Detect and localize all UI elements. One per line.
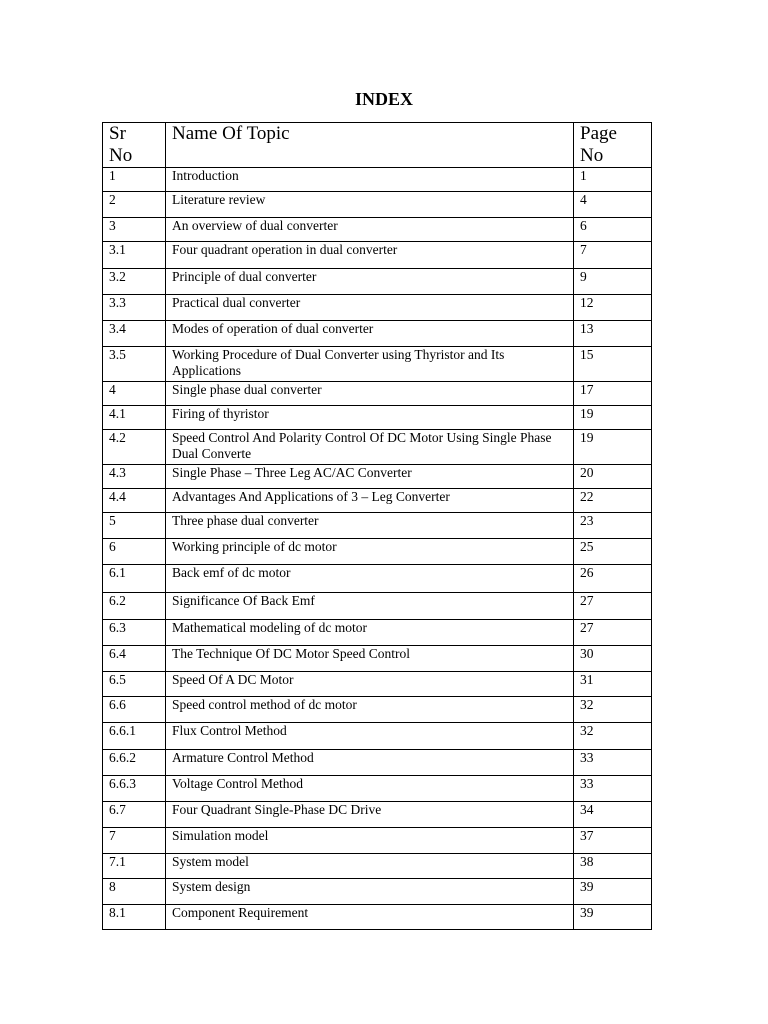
- row-topic: Voltage Control Method: [166, 776, 574, 802]
- row-sr-no: 4.2: [103, 430, 166, 465]
- row-sr-no: 1: [103, 168, 166, 192]
- row-sr-no: 3.1: [103, 242, 166, 269]
- row-sr-no: 6.7: [103, 802, 166, 828]
- table-row: [103, 828, 652, 854]
- row-sr-no: 6.6: [103, 697, 166, 723]
- row-page-no: 33: [574, 750, 652, 776]
- row-page-no: 39: [574, 879, 652, 905]
- row-topic: Literature review: [166, 192, 574, 218]
- row-topic: Significance Of Back Emf: [166, 593, 574, 620]
- table-row: [103, 489, 652, 513]
- row-page-no: 27: [574, 593, 652, 620]
- header-sr-line1: Sr: [109, 123, 126, 144]
- row-sr-no: 7: [103, 828, 166, 854]
- row-page-no: 31: [574, 672, 652, 697]
- table-row: [103, 750, 652, 776]
- row-page-no: 1: [574, 168, 652, 192]
- table-row: [103, 382, 652, 406]
- row-page-no: 22: [574, 489, 652, 513]
- row-page-no: 39: [574, 905, 652, 930]
- page-title: INDEX: [354, 89, 413, 109]
- table-row: [103, 242, 652, 269]
- row-sr-no: 6.3: [103, 620, 166, 646]
- table-row: [103, 430, 652, 465]
- row-sr-no: 6.1: [103, 565, 166, 593]
- row-sr-no: 6.6.1: [103, 723, 166, 750]
- row-topic: Mathematical modeling of dc motor: [166, 620, 574, 646]
- row-page-no: 32: [574, 697, 652, 723]
- table-row: [103, 406, 652, 430]
- row-page-no: 26: [574, 565, 652, 593]
- row-sr-no: 6: [103, 539, 166, 565]
- row-page-no: 25: [574, 539, 652, 565]
- row-page-no: 7: [574, 242, 652, 269]
- row-topic: Principle of dual converter: [166, 269, 574, 295]
- row-sr-no: 6.5: [103, 672, 166, 697]
- table-row: [103, 620, 652, 646]
- table-row: [103, 347, 652, 382]
- row-sr-no: 4.1: [103, 406, 166, 430]
- row-sr-no: 8: [103, 879, 166, 905]
- table-row: [103, 879, 652, 905]
- table-row: [103, 465, 652, 489]
- table-row: [103, 513, 652, 539]
- table-row: [103, 192, 652, 218]
- row-topic: Speed control method of dc motor: [166, 697, 574, 723]
- row-sr-no: 4.3: [103, 465, 166, 489]
- row-page-no: 34: [574, 802, 652, 828]
- table-row: [103, 854, 652, 879]
- row-page-no: 19: [574, 430, 652, 465]
- row-page-no: 17: [574, 382, 652, 406]
- row-topic: Working Procedure of Dual Converter using Thyristor and Its Applications: [166, 347, 574, 382]
- header-topic: Name Of Topic: [166, 123, 574, 168]
- row-page-no: 12: [574, 295, 652, 321]
- index-table: [102, 122, 652, 930]
- row-topic: Four quadrant operation in dual converter: [166, 242, 574, 269]
- row-page-no: 30: [574, 646, 652, 672]
- row-topic: Working principle of dc motor: [166, 539, 574, 565]
- row-page-no: 6: [574, 218, 652, 242]
- row-page-no: 19: [574, 406, 652, 430]
- row-sr-no: 6.6.3: [103, 776, 166, 802]
- table-row: [103, 672, 652, 697]
- header-page-no: [574, 123, 652, 168]
- row-topic: Component Requirement: [166, 905, 574, 930]
- table-row: [103, 723, 652, 750]
- table-row: [103, 539, 652, 565]
- row-page-no: 32: [574, 723, 652, 750]
- row-topic: Single Phase – Three Leg AC/AC Converter: [166, 465, 574, 489]
- row-sr-no: 3.2: [103, 269, 166, 295]
- table-row: [103, 565, 652, 593]
- row-topic: System design: [166, 879, 574, 905]
- row-sr-no: 5: [103, 513, 166, 539]
- row-topic: Single phase dual converter: [166, 382, 574, 406]
- row-topic: Introduction: [166, 168, 574, 192]
- row-page-no: 27: [574, 620, 652, 646]
- row-page-no: 4: [574, 192, 652, 218]
- row-topic: Four Quadrant Single-Phase DC Drive: [166, 802, 574, 828]
- row-topic: Modes of operation of dual converter: [166, 321, 574, 347]
- row-sr-no: 4: [103, 382, 166, 406]
- row-page-no: 15: [574, 347, 652, 382]
- table-row: [103, 776, 652, 802]
- row-sr-no: 3.5: [103, 347, 166, 382]
- row-page-no: 23: [574, 513, 652, 539]
- index-rows: [103, 168, 652, 930]
- table-row: [103, 168, 652, 192]
- row-topic: Firing of thyristor: [166, 406, 574, 430]
- row-page-no: 9: [574, 269, 652, 295]
- row-sr-no: 6.4: [103, 646, 166, 672]
- row-sr-no: 3.3: [103, 295, 166, 321]
- row-topic: An overview of dual converter: [166, 218, 574, 242]
- row-sr-no: 8.1: [103, 905, 166, 930]
- table-header-row: [103, 123, 652, 168]
- table-row: [103, 905, 652, 930]
- row-topic: Back emf of dc motor: [166, 565, 574, 593]
- table-row: [103, 646, 652, 672]
- table-row: [103, 593, 652, 620]
- row-page-no: 20: [574, 465, 652, 489]
- table-row: [103, 218, 652, 242]
- row-sr-no: 6.6.2: [103, 750, 166, 776]
- table-row: [103, 269, 652, 295]
- row-page-no: 33: [574, 776, 652, 802]
- table-row: [103, 321, 652, 347]
- row-topic: Armature Control Method: [166, 750, 574, 776]
- table-row: [103, 295, 652, 321]
- row-sr-no: 7.1: [103, 854, 166, 879]
- table-row: [103, 802, 652, 828]
- row-page-no: 38: [574, 854, 652, 879]
- row-sr-no: 3.4: [103, 321, 166, 347]
- header-sr-line2: No: [109, 145, 133, 166]
- row-sr-no: 6.2: [103, 593, 166, 620]
- header-page-line2: No: [580, 145, 604, 166]
- row-topic: Speed Of A DC Motor: [166, 672, 574, 697]
- row-sr-no: 4.4: [103, 489, 166, 513]
- row-topic: Simulation model: [166, 828, 574, 854]
- row-sr-no: 2: [103, 192, 166, 218]
- row-topic: Practical dual converter: [166, 295, 574, 321]
- row-topic: Flux Control Method: [166, 723, 574, 750]
- row-topic: System model: [166, 854, 574, 879]
- header-sr-no: [103, 123, 166, 168]
- row-sr-no: 3: [103, 218, 166, 242]
- row-topic: Three phase dual converter: [166, 513, 574, 539]
- row-page-no: 13: [574, 321, 652, 347]
- row-topic: Speed Control And Polarity Control Of DC Motor Using Single Phase Dual Converte: [166, 430, 574, 465]
- row-topic: Advantages And Applications of 3 – Leg Converter: [166, 489, 574, 513]
- row-topic: The Technique Of DC Motor Speed Control: [166, 646, 574, 672]
- table-row: [103, 697, 652, 723]
- header-page-line1: Page: [580, 123, 617, 144]
- row-page-no: 37: [574, 828, 652, 854]
